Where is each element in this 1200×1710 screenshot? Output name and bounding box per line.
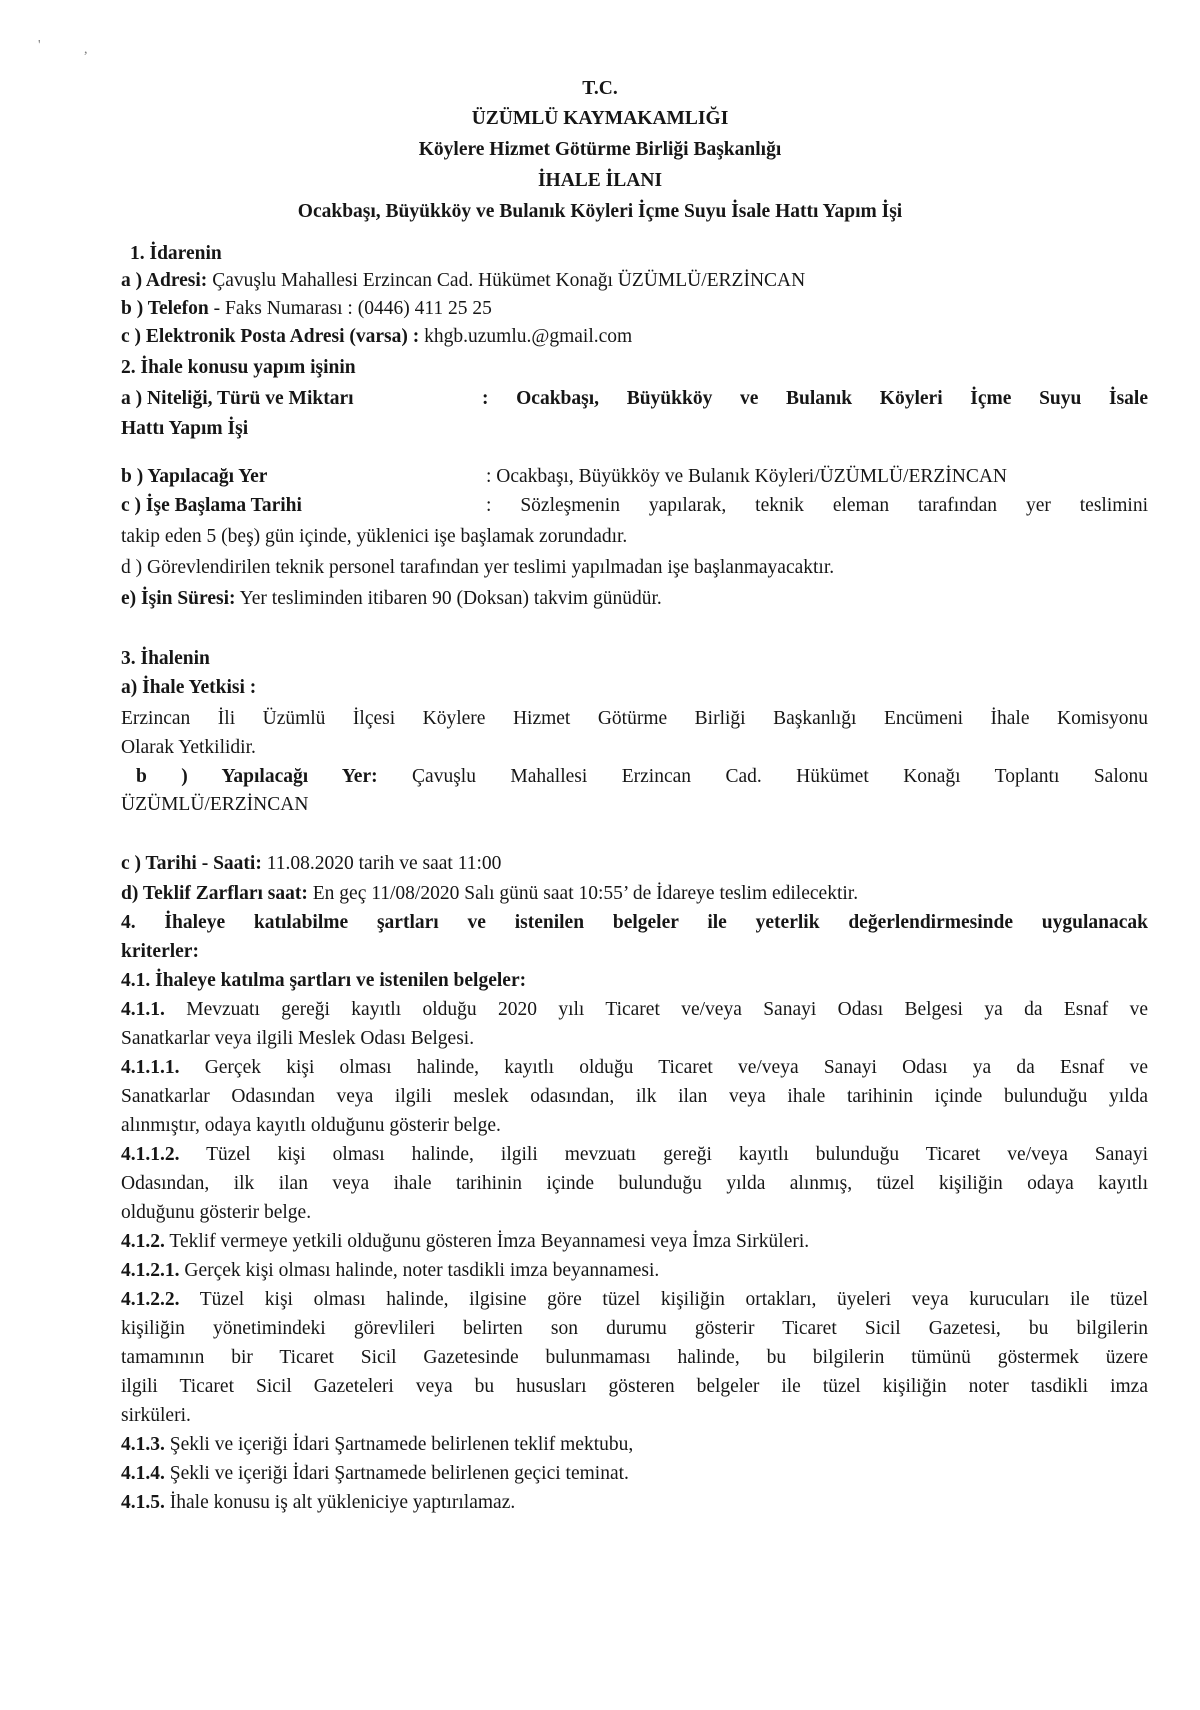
header-tc: T.C. [582,78,618,99]
item-4-1-1 [121,999,1148,1021]
s2-yer-value: : Ocakbaşı, Büyükköy ve Bulanık Köyleri/ÜZÜMLÜ/ERZİNCAN [486,466,1008,487]
s1-eposta-line [121,326,632,348]
s3-teklif-value: En geç 11/08/2020 Salı günü saat 10:55’ de İdareye teslim edilecektir. [307,883,859,904]
item-number: 4.1.2. [121,1231,165,1252]
item-4-1-1-2-cont: Odasından, ilk ilan veya ihale tarihinin içinde bulunduğu yılda alınmış, tüzel kişiliğin odaya kayıtlı [121,1173,1148,1194]
item-number: 4.1.1.1. [121,1057,180,1078]
s3-teklif-line [121,883,858,905]
item-number: 4.1.2.1. [121,1260,180,1281]
item-4-1-1-1-cont2: alınmıştır, odaya kayıtlı olduğunu gösterir belge. [121,1115,501,1136]
s3-yer-label: b ) Yapılacağı Yer: [136,766,378,787]
item-text: Gerçek kişi olması halinde, noter tasdikli imza beyannamesi. [179,1260,660,1281]
item-number: 4.1.4. [121,1463,165,1484]
s3-tarih-label: c ) Tarihi - Saati: [121,853,262,874]
item-text: Şekli ve içeriği İdari Şartnamede belirlenen teklif mektubu, [164,1434,634,1455]
item-4-1-2-1 [121,1260,659,1282]
s2-sure-value: Yer tesliminden itibaren 90 (Doksan) takvim günüdür. [235,588,662,609]
item-4-1-4 [121,1463,629,1485]
item-4-1-2-2 [121,1289,1148,1311]
s1-adres-label: a ) Adresi: [121,270,208,291]
section-2-title: 2. İhale konusu yapım işinin [121,357,356,378]
s2-baslama-label: c ) İşe Başlama Tarihi [121,495,302,516]
s1-telefon-label: b ) Telefon [121,298,209,319]
section-4-title: 4. İhaleye katılabilme şartları ve istenilen belgeler ile yeterlik değerlendirmesinde uygulanacak [121,912,1148,933]
item-text: İhale konusu iş alt yükleniciye yaptırılamaz. [164,1492,516,1513]
s3-yer-line [136,766,1148,788]
s2-yer-label: b ) Yapılacağı Yer [121,466,268,487]
header-kaymakamlik: ÜZÜMLÜ KAYMAKAMLIĞI [471,108,729,129]
s2-nitelik-label: a ) Niteliği, Türü ve Miktarı [121,388,354,409]
item-4-1-5 [121,1492,515,1514]
item-text: Gerçek kişi olması halinde, kayıtlı olduğu Ticaret ve/veya Sanayi Odası ya da Esnaf ve [179,1057,1148,1078]
section-3-title: 3. İhalenin [121,648,210,669]
s1-adres-value: Çavuşlu Mahallesi Erzincan Cad. Hükümet Konağı ÜZÜMLÜ/ERZİNCAN [207,270,806,291]
item-4-1-1-1-cont: Sanatkarlar Odasından veya ilgili meslek odasından, ilk ilan veya ihale tarihinin içinde bulunduğu yılda [121,1086,1148,1107]
s2-sure-label: e) İşin Süresi: [121,588,236,609]
item-4-1-2-2-cont2: tamamının bir Ticaret Sicil Gazetesinde bulunmaması halinde, bu bilgilerin tümünü göstermek üzere [121,1347,1148,1368]
s1-telefon-line [121,298,492,320]
s3-tarih-value: 11.08.2020 tarih ve saat 11:00 [261,853,502,874]
s1-eposta-label: c ) Elektronik Posta Adresi (varsa) : [121,326,420,347]
item-4-1-2 [121,1231,809,1253]
item-4-1-2-2-cont4: sirküleri. [121,1405,191,1426]
s4-subtitle: 4.1. İhaleye katılma şartları ve istenilen belgeler: [121,970,527,991]
item-4-1-1-1 [121,1057,1148,1079]
item-4-1-3 [121,1434,633,1456]
s1-telefon-value: - Faks Numarası : (0446) 411 25 25 [208,298,492,319]
item-4-1-1-2-cont2: olduğunu gösterir belge. [121,1202,312,1223]
item-4-1-2-2-cont: kişiliğin yönetimindeki görevlileri belirten son durumu gösterir Ticaret Sicil Gazetesi, bu bilgilerin [121,1318,1148,1339]
header-is-adi: Ocakbaşı, Büyükköy ve Bulanık Köyleri İçme Suyu İsale Hattı Yapım İşi [297,201,903,222]
s3-tarih-line [121,853,501,875]
item-number: 4.1.3. [121,1434,165,1455]
section-4-title-cont: kriterler: [121,941,199,962]
item-number: 4.1.1. [121,999,165,1020]
s2-nitelik-value-cont: Hattı Yapım İşi [121,418,249,439]
item-number: 4.1.1.2. [121,1144,180,1165]
s3-teklif-label: d) Teklif Zarfları saat: [121,883,308,904]
item-text: Mevzuatı gereği kayıtlı olduğu 2020 yılı Ticaret ve/veya Sanayi Odası Belgesi ya da Esnaf ve [164,999,1148,1020]
item-4-1-1-cont: Sanatkarlar veya ilgili Meslek Odası Belgesi. [121,1028,475,1049]
item-text: Şekli ve içeriği İdari Şartnamede belirlenen geçici teminat. [164,1463,629,1484]
s1-eposta-value: khgb.uzumlu.@gmail.com [419,326,633,347]
s3-yer-value-cont: ÜZÜMLÜ/ERZİNCAN [121,794,309,815]
item-number: 4.1.2.2. [121,1289,180,1310]
s3-yer-value: Çavuşlu Mahallesi Erzincan Cad. Hükümet Konağı Toplantı Salonu [377,766,1148,787]
s3-yetki-text: Erzincan İli Üzümlü İlçesi Köylere Hizmet Götürme Birliği Başkanlığı Encümeni İhale Komisyonu [121,708,1148,729]
scan-speck: ' [38,38,41,53]
s2-baslama-value-cont: takip eden 5 (beş) gün içinde, yüklenici işe başlamak zorundadır. [121,526,628,547]
section-1-title: 1. İdarenin [130,243,222,264]
header-birlik: Köylere Hizmet Götürme Birliği Başkanlığı [418,139,782,160]
header-ihale-ilani: İHALE İLANI [537,170,663,191]
scan-speck: , [84,42,88,57]
s3-yetki-label: a) İhale Yetkisi : [121,677,257,698]
item-text: Tüzel kişi olması halinde, ilgili mevzuatı gereği kayıtlı bulunduğu Ticaret ve/veya Sanayi [179,1144,1148,1165]
item-number: 4.1.5. [121,1492,165,1513]
s2-baslama-value: : Sözleşmenin yapılarak, teknik eleman tarafından yer teslimini [486,495,1148,516]
item-text: Tüzel kişi olması halinde, ilgisine göre tüzel kişiliğin ortakları, üyeleri veya kurucuları ile tüzel [179,1289,1148,1310]
s2-sure-line [121,588,662,610]
s3-yetki-text-cont: Olarak Yetkilidir. [121,737,256,758]
item-4-1-2-2-cont3: ilgili Ticaret Sicil Gazeteleri veya bu hususları gösteren belgeler ile tüzel kişiliğin noter tasdikli imza [121,1376,1148,1397]
s2-gorevlendirme-text: d ) Görevlendirilen teknik personel tarafından yer teslimi yapılmadan işe başlanmayacaktır. [121,557,835,578]
item-4-1-1-2 [121,1144,1148,1166]
s2-nitelik-value: : Ocakbaşı, Büyükköy ve Bulanık Köyleri İçme Suyu İsale [482,388,1148,409]
item-text: Teklif vermeye yetkili olduğunu gösteren İmza Beyannamesi veya İmza Sirküleri. [164,1231,810,1252]
s1-adres-line [121,270,805,292]
